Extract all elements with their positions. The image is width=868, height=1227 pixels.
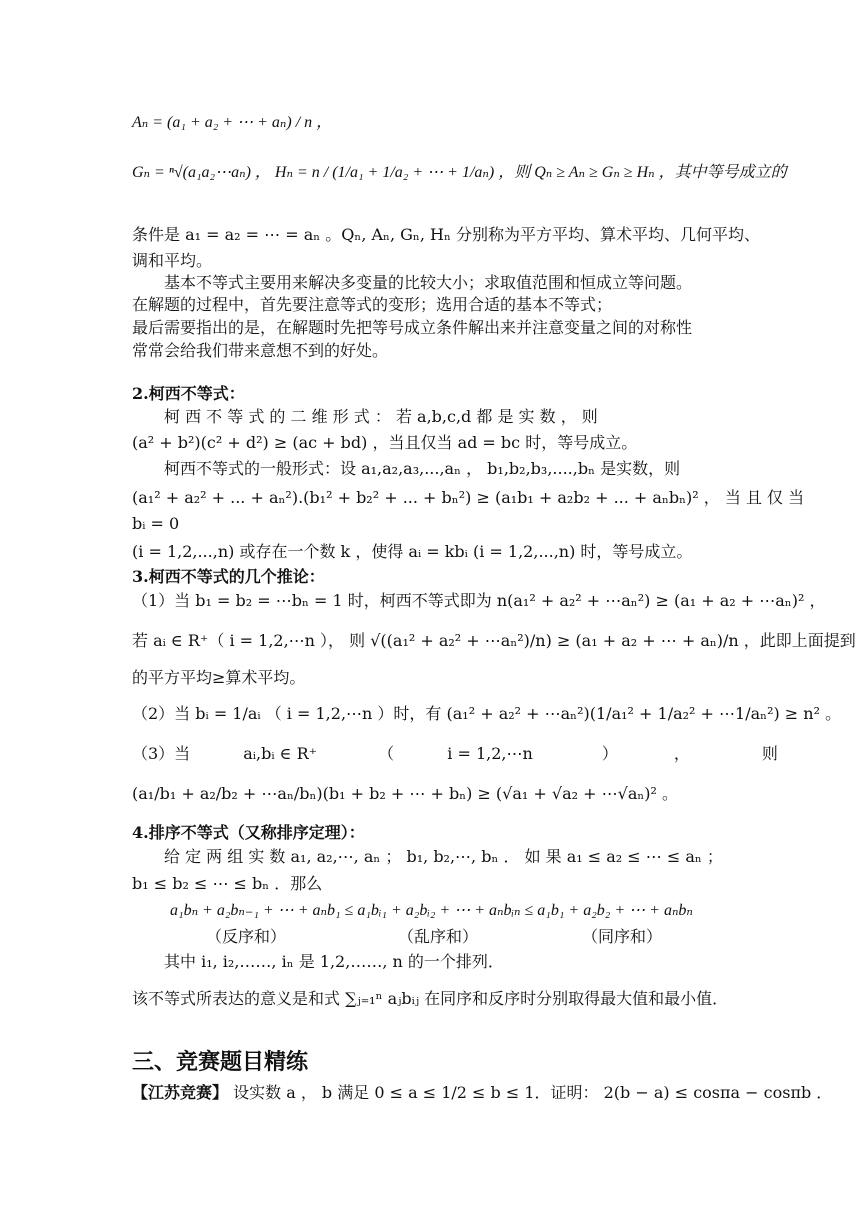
- para1-line-4: 常常会给我们带来意想不到的好处。: [132, 341, 389, 360]
- corollary-1b: 若 aᵢ ∈ R⁺（ i = 1,2,⋯n ）， 则 √((a₁² + a₂² + ⋯aₙ²)/n) ≥ (a₁ + a₂ + ⋯ + aₙ)/n ，此即上面提到: [132, 631, 856, 650]
- corollary-3a: （3）当 aᵢ,bᵢ ∈ R⁺ （ i = 1,2,⋯n ） ， 则: [132, 744, 778, 763]
- cauchy-line-4: (a₁² + a₂² + ... + aₙ²).(b₁² + b₂² + ... + bₙ²) ≥ (a₁b₁ + a₂b₂ + ... + aₙbₙ)² ， 当 且 仅 当: [132, 488, 805, 507]
- rearrange-line-1: 给 定 两 组 实 数 a₁, a₂,⋯, aₙ ； b₁, b₂,⋯, bₙ ． 如 果 a₁ ≤ a₂ ≤ ⋯ ≤ aₙ ；: [132, 847, 723, 866]
- cauchy-line-6: (i = 1,2,...,n) 或存在一个数 k ，使得 aᵢ = kbᵢ (i = 1,2,...,n) 时，等号成立。: [132, 542, 693, 561]
- cauchy-line-1: 柯 西 不 等 式 的 二 维 形 式 ： 若 a,b,c,d 都 是 实 数 ， 则: [132, 407, 598, 426]
- corollary-3b: (a₁/b₁ + a₂/b₂ + ⋯aₙ/bₙ)(b₁ + b₂ + ⋯ + bₙ) ≥ (√a₁ + √a₂ + ⋯√aₙ)² 。: [132, 784, 679, 803]
- cauchy-line-2: (a² + b²)(c² + d²) ≥ (ac + bd) ，当且仅当 ad = bc 时，等号成立。: [132, 433, 638, 452]
- problem-line: [132, 1082, 832, 1104]
- corollary-1c: 的平方平均≥算术平均。: [132, 668, 306, 687]
- corollary-2: （2）当 bᵢ = 1/aᵢ （ i = 1,2,⋯n ）时，有 (a₁² + a₂² + ⋯aₙ²)(1/a₁² + 1/a₂² + ⋯1/aₙ²) ≥ n² 。: [132, 704, 842, 723]
- rearrange-heading: 4.排序不等式（又称排序定理）：: [132, 823, 365, 842]
- corollary-1a: （1）当 b₁ = b₂ = ⋯bₙ = 1 时，柯西不等式即为 n(a₁² + a₂² + ⋯aₙ²) ≥ (a₁ + a₂ + ⋯aₙ)² ，: [132, 591, 826, 610]
- rearrange-line-4: 其中 i₁, i₂,……, iₙ 是 1,2,……, n 的一个排列．: [132, 952, 504, 971]
- rearrange-line-2: b₁ ≤ b₂ ≤ ⋯ ≤ bₙ ．那么: [132, 874, 323, 893]
- problem-text: 设实数 a ， b 满足 0 ≤ a ≤ 1/2 ≤ b ≤ 1．证明： 2(b − a) ≤ cosπa − cosπb ．: [233, 1083, 833, 1102]
- corollary-heading: 3.柯西不等式的几个推论：: [132, 567, 325, 586]
- cauchy-line-5: bᵢ = 0: [132, 514, 180, 533]
- rearrange-line-5: 该不等式所表达的意义是和式 ∑ⱼ₌₁ⁿ aⱼbᵢⱼ 在同序和反序时分别取得最大值和最小值．: [132, 989, 729, 1008]
- label-random-sum: （乱序和）: [398, 927, 479, 946]
- section-title: 三、竞赛题目精练: [132, 1050, 309, 1075]
- label-reverse-sum: （反序和）: [206, 927, 287, 946]
- cauchy-line-3: 柯西不等式的一般形式：设 a₁,a₂,a₃,...,aₙ ， b₁,b₂,b₃,....,bₙ 是实数，则: [132, 459, 681, 478]
- problem-tag: 【江苏竞赛】: [132, 1083, 229, 1102]
- cauchy-heading: 2.柯西不等式：: [132, 384, 245, 403]
- mean-condition: 条件是 a₁ = a₂ = ⋯ = aₙ 。Qₙ, Aₙ, Gₙ, Hₙ 分别称为平方平均、算术平均、几何平均、: [132, 225, 760, 244]
- mean-condition-2: 调和平均。: [132, 251, 213, 270]
- para1-line-3: 最后需要指出的是，在解题时先把等号成立条件解出来并注意变量之间的对称性: [132, 318, 693, 337]
- mean-gn-hn: Gₙ = ⁿ√(a₁a₂⋯aₙ) ， Hₙ = n / (1/a₁ + 1/a₂ + ⋯ + 1/aₙ) ，则 Qₙ ≥ Aₙ ≥ Gₙ ≥ Hₙ ，其中等号成立的: [132, 164, 787, 181]
- label-same-sum: （同序和）: [582, 927, 663, 946]
- rearrange-inequality: a₁bₙ + a₂bₙ₋₁ + ⋯ + aₙb₁ ≤ a₁bᵢ₁ + a₂bᵢ₂ + ⋯ + aₙbᵢₙ ≤ a₁b₁ + a₂b₂ + ⋯ + aₙbₙ: [170, 902, 693, 919]
- para1-line-2: 在解题的过程中，首先要注意等式的变形；选用合适的基本不等式；: [132, 295, 613, 314]
- mean-an: Aₙ = (a₁ + a₂ + ⋯ + aₙ) / n ，: [132, 114, 333, 131]
- para1-line-1: 基本不等式主要用来解决多变量的比较大小；求取值范围和恒成立等问题。: [132, 273, 693, 292]
